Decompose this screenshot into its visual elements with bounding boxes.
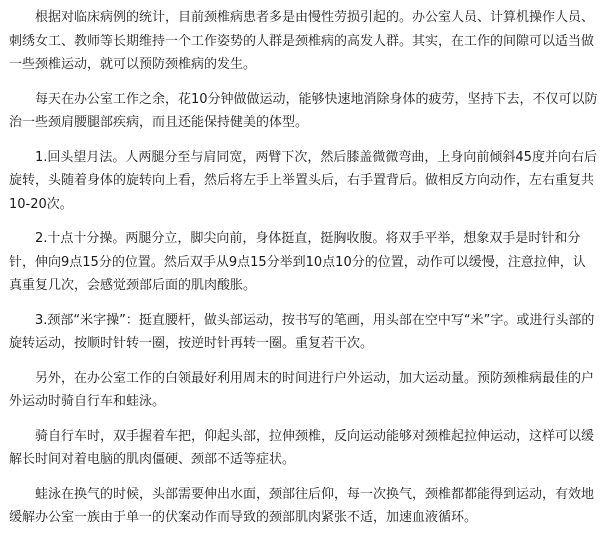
exercise-step-3: 3.颈部“米字操”：挺直腰杆，做头部运动，按书写的笔画，用头部在空中写“米”字。或进行头部的旋转运动，按顺时针转一圈，按逆时针再转一圈。重复若干次。 — [9, 312, 595, 351]
exercise-step-2: 2.十点十分操。两腿分立，脚尖向前，身体挺直，挺胸收腹。将双手平举，想象双手是时针和分针，伸向9点15分的位置。然后双手从9点15分举到10点10分的位置，动作可以缓慢，注意拉伸，认真重复几次，会感觉颈部后面的肌肉酸胀。 — [9, 231, 586, 293]
intro-paragraph: 根据对临床病例的统计，目前颈椎病患者多是由慢性劳损引起的。办公室人员、计算机操作人员、刺绣女工、教师等长期维持一个工作姿势的人群是颈椎病的高发人群。其实，在工作的间隙可以适当做一些颈椎运动，就可以预防颈椎病的发生。 — [9, 10, 595, 72]
cycling-paragraph: 骑自行车时，双手握着车把，仰起头部，拉伸颈椎，反向运动能够对颈椎起拉伸运动，这样可以缓解长时间对着电脑的肌肉僵硬、颈部不适等症状。 — [9, 428, 595, 467]
exercise-step-1: 1.回头望月法。人两腿分至与肩同宽，两臂下次，然后膝盖微微弯曲，上身向前倾斜45度并向右后旋转，头随着身体的旋转向上看，然后将左手上举置头后，右手置背后。做相反方向动作，左右重复共10-20次。 — [9, 149, 597, 212]
outdoor-exercise-paragraph: 另外，在办公室工作的白领最好利用周末的时间进行户外运动，加大运动量。预防颈椎病最佳的户外运动时骑自行车和蛙泳。 — [9, 370, 595, 409]
office-exercise-paragraph: 每天在办公室工作之余，花10分钟做做运动，能够快速地消除身体的疲劳，坚持下去，不仅可以防治一些颈肩腰腿部疾病，而且还能保持健美的体型。 — [9, 91, 598, 130]
swimming-paragraph: 蛙泳在换气的时候，头部需要伸出水面，颈部往后仰，每一次换气，颈椎都都能得到运动，有效地缓解办公室一族由于单一的伏案动作而导致的颈部肌肉紧张不适，加速血液循环。 — [9, 486, 595, 525]
